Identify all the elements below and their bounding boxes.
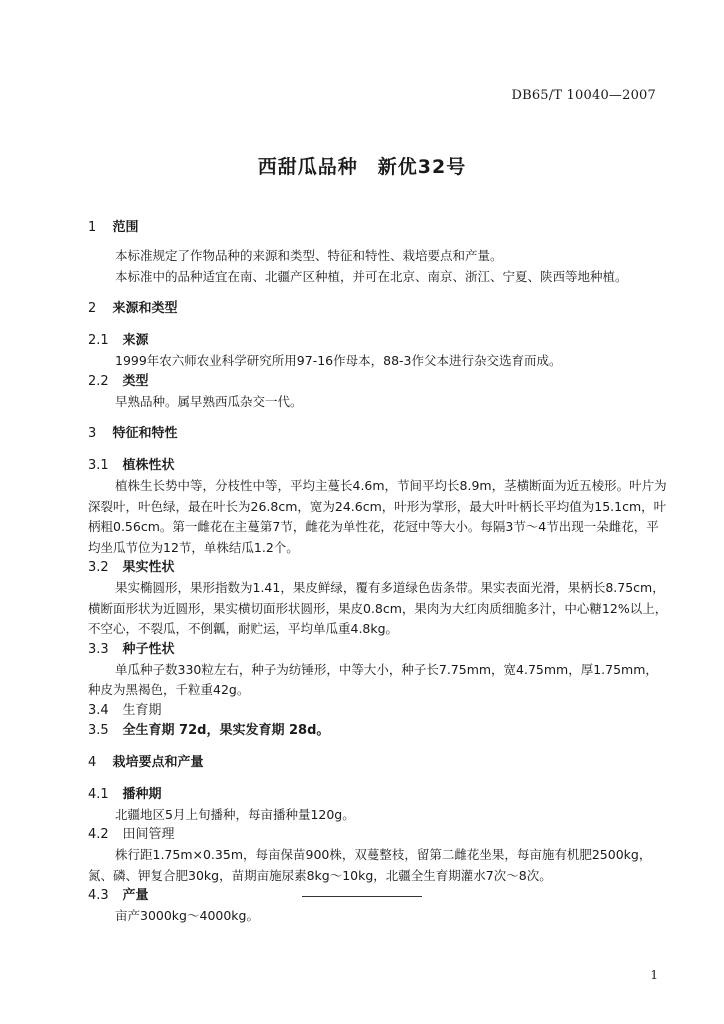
subsection-title: 种子性状 [122,641,175,657]
subsection-title: 田间管理 [122,827,175,842]
section-number: 1 [88,220,97,235]
subsection-number: 4.3 [88,888,109,903]
section-4-heading [88,753,668,773]
section-number: 3 [88,426,97,441]
subsection-title: 产量 [122,888,149,903]
subsection-3-2-heading [88,558,668,578]
section-number: 4 [88,754,97,770]
subsection-4-1-heading [88,785,668,805]
subsection-3-3-paragraph: 单瓜种子数330粒左右，种子为纺锤形，中等大小，种子长7.75mm，宽4.75mm，厚1.75mm，种皮为黑褐色，千粒重42g。 [88,661,658,697]
subsection-title: 来源 [122,333,149,348]
subsection-number: 3.2 [88,560,109,575]
subsection-title: 类型 [122,373,149,389]
subsection-number: 2.1 [88,333,109,348]
section-number: 2 [88,301,97,316]
end-rule-divider [302,896,422,897]
subsection-title: 全生育期 72d，果实发育期 28d。 [122,722,330,738]
subsection-number: 3.4 [88,702,109,718]
subsection-number: 3.1 [88,458,109,473]
subsection-2-1-paragraph: 1999年农六师农业科学研究所用97-16作母本，88-3作父本进行杂交选育而成。 [115,353,562,368]
document-body [88,218,668,927]
section-1-paragraph-2: 本标准中的品种适宜在南、北疆产区种植，并可在北京、南京、浙江、宁夏、陕西等地种植。 [115,268,628,284]
section-1-paragraph-1: 本标准规定了作物品种的来源和类型、特征和特性、栽培要点和产量。 [115,248,503,263]
subsection-3-1-heading [88,456,668,476]
document-title: 西甜瓜品种 新优32号 [257,156,467,178]
subsection-4-3-paragraph: 亩产3000kg～4000kg。 [115,908,259,923]
subsection-3-1-paragraph: 植株生长势中等，分枝性中等，平均主蔓长4.6m，节间平均长8.9m，茎横断面为近五棱形。叶片为深裂叶，叶色绿，最在叶长为26.8cm，宽为24.6cm，叶形为掌形，最大叶叶柄长平均值为15.1cm，叶柄粗0.56cm。第一雌花在主蔓第7节，雌花为单性花，花冠中等大小。每隔3节～4节出现一朵雌花，平均坐瓜节位为12节，单株结瓜1.2个。 [88,478,667,555]
subsection-number: 4.2 [88,827,109,842]
subsection-number: 2.2 [88,373,109,389]
subsection-title: 植株性状 [122,458,175,473]
subsection-4-1-paragraph: 北疆地区5月上旬播种，每亩播种量120g。 [115,806,355,822]
subsection-title: 果实性状 [122,560,175,575]
page-number: 1 [650,968,658,982]
subsection-number: 3.5 [88,722,109,738]
section-1-heading [88,218,668,238]
subsection-2-1-heading [88,331,668,351]
section-title: 来源和类型 [112,301,178,316]
subsection-3-3-heading [88,640,668,660]
subsection-2-2-paragraph: 早熟品种。属早熟西瓜杂交一代。 [115,393,303,409]
section-title: 范围 [112,220,139,235]
subsection-number: 4.1 [88,786,109,802]
document-code: DB65/T 10040—2007 [511,88,656,103]
subsection-3-4-heading [88,701,668,721]
subsection-title: 播种期 [122,786,162,802]
subsection-number: 3.3 [88,641,109,657]
subsection-title: 生育期 [122,702,162,718]
subsection-2-2-heading [88,372,668,392]
subsection-3-5-heading [88,721,668,741]
section-title: 特征和特性 [112,426,178,441]
section-2-heading [88,299,668,319]
subsection-4-2-paragraph: 株行距1.75m×0.35m，每亩保苗900株，双蔓整枝，留第二雌花坐果，每亩施有机肥2500kg，氮、磷、钾复合肥30kg，苗期亩施尿素8kg～10kg，北疆全生育期灌水7次～8次。 [88,847,652,883]
subsection-3-2-paragraph: 果实椭圆形，果形指数为1.41，果皮鲜绿，覆有多道绿色齿条带。果实表面光滑，果柄长8.75cm，横断面形状为近圆形，果实横切面形状圆形，果皮0.8cm，果肉为大红肉质细脆多汁，中心糖12%以上，不空心，不裂瓜，不倒瓤，耐贮运，平均单瓜重4.8kg。 [88,580,668,636]
section-title: 栽培要点和产量 [112,754,204,770]
section-3-heading [88,424,668,444]
subsection-4-2-heading [88,825,668,845]
